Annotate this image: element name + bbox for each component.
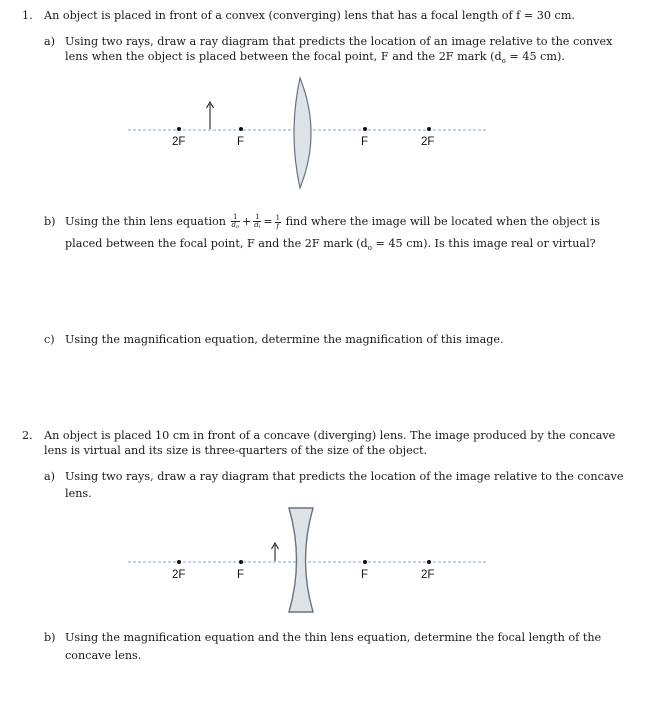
q1-text: An object is placed in front of a convex (converging) lens that has a focal length of f = 30 cm. xyxy=(44,9,575,22)
q2a-line1: Using two rays, draw a ray diagram that predicts the location of the image relative to the concave xyxy=(65,470,624,483)
q1-number: 1. xyxy=(22,9,33,22)
q1b-line2: placed between the focal point, F and the 2F mark ($d_o = 45$ cm). Is this image real or virtual? xyxy=(65,237,596,253)
q1c-label: c) xyxy=(44,333,55,346)
q2b-line2: concave lens. xyxy=(65,649,142,662)
label-f-right-1: F xyxy=(361,136,369,148)
eq-frac-di: $\frac{1}{d_i}$ xyxy=(254,212,261,230)
q1b-label: b) xyxy=(44,215,56,228)
label-f-left-2: F xyxy=(237,569,245,581)
focal-dot-f-right-2 xyxy=(363,560,367,564)
q1a-label: a) xyxy=(44,35,56,48)
label-2f-left-2: 2F xyxy=(172,569,186,581)
q2b-label: b) xyxy=(44,631,56,644)
eq-frac-do: $\frac{1}{d_o}$ xyxy=(231,212,240,230)
q2-line1: An object is placed 10 cm in front of a concave (diverging) lens. The image produced by the concave xyxy=(44,429,616,442)
q2a-line2: lens. xyxy=(65,487,92,500)
focal-dot-f-left-2 xyxy=(239,560,243,564)
q1a-line2: lens when the object is placed between the focal point, F and the 2F mark ($d_o = 45$ cm). xyxy=(65,50,565,66)
focal-dot-2f-right-2 xyxy=(427,560,431,564)
concave-lens xyxy=(289,508,313,612)
q1b-line1: Using the thin lens equation $\frac{1}{d_o}$ + $\frac{1}{d_i}$ = $\frac{1}{f}$ find where the image will be located when the object is xyxy=(65,212,600,230)
label-2f-right-1: 2F xyxy=(421,136,435,148)
q2a-label: a) xyxy=(44,470,56,483)
label-f-right-2: F xyxy=(361,569,369,581)
q2b-line1: Using the magnification equation and the thin lens equation, determine the focal length of the xyxy=(65,631,602,644)
q2-line2: lens is virtual and its size is three-quarters of the size of the object. xyxy=(44,444,428,457)
label-2f-right-2: 2F xyxy=(421,569,435,581)
label-f-left-1: F xyxy=(237,136,245,148)
q1c-text: Using the magnification equation, determine the magnification of this image. xyxy=(65,333,504,346)
q1a-line1: Using two rays, draw a ray diagram that predicts the location of an image relative to the convex xyxy=(65,35,613,48)
label-2f-left-1: 2F xyxy=(172,136,186,148)
focal-dot-2f-left-2 xyxy=(177,560,181,564)
eq-frac-f: $\frac{1}{f}$ xyxy=(275,213,281,230)
q2-number: 2. xyxy=(22,429,33,442)
